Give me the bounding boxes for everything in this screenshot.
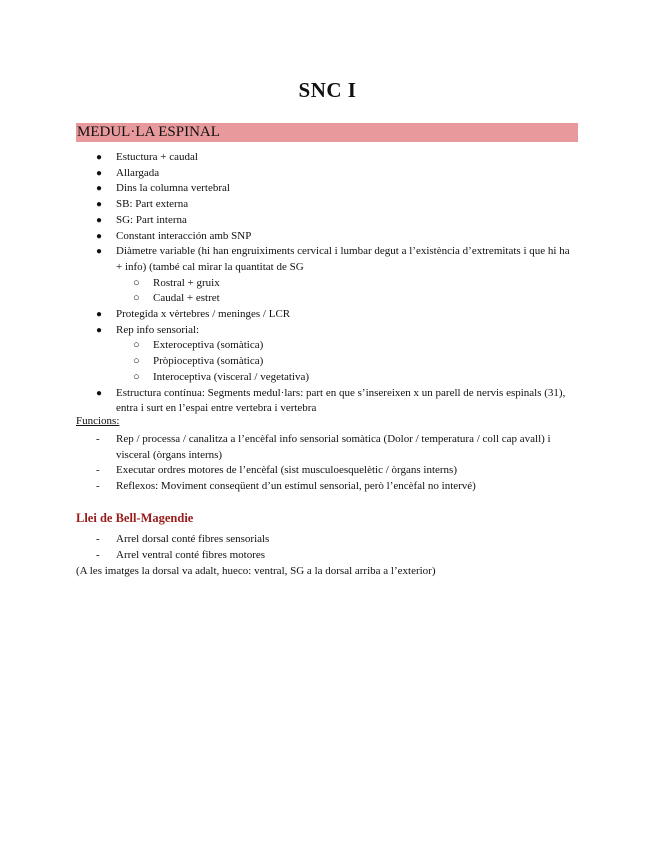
list-marker: - bbox=[96, 433, 100, 445]
list-marker: ○ bbox=[133, 355, 140, 368]
law-list bbox=[76, 532, 578, 563]
bullet-list bbox=[76, 150, 578, 417]
list-marker: ● bbox=[96, 152, 103, 163]
list-marker: - bbox=[96, 533, 100, 545]
list-item-text: Diàmetre variable (hi han engruiximents cervical i lumbar degut a l’existència d’extremitats i que hi ha + info) (també cal mirar la quantitat de SG bbox=[116, 245, 570, 273]
list-marker: ● bbox=[96, 167, 103, 179]
list-item bbox=[76, 244, 578, 275]
list-marker: ● bbox=[96, 324, 103, 336]
list-marker: ● bbox=[96, 230, 103, 242]
list-item-text: Reflexos: Moviment conseqüent d’un estímul sensorial, però l’encèfal no intervé) bbox=[116, 480, 476, 493]
list-item bbox=[76, 307, 578, 323]
function-item bbox=[76, 479, 578, 495]
law-item bbox=[76, 532, 578, 548]
list-item-text: SG: Part interna bbox=[116, 213, 187, 226]
list-item-text: Rostral + gruix bbox=[153, 276, 220, 289]
page-title: SNC I bbox=[298, 78, 357, 102]
functions-heading: Funcions: bbox=[76, 415, 120, 427]
list-item-text: Protegida x vèrtebres / meninges / LCR bbox=[116, 308, 291, 321]
list-marker: - bbox=[96, 480, 100, 493]
list-marker: ○ bbox=[133, 339, 140, 352]
section-heading-bar bbox=[76, 123, 578, 142]
law-item bbox=[76, 548, 578, 564]
list-item-text: Estructura contínua: Segments medul·lars: part en que s’insereixen x un parell de nervis espinals (31), entra i surt en l’espai entre vertebra i vertebra bbox=[116, 386, 566, 415]
list-item bbox=[76, 197, 578, 213]
list-item-text: Exteroceptiva (somàtica) bbox=[153, 339, 264, 352]
list-item-text: Arrel ventral conté fibres motores bbox=[116, 548, 266, 561]
list-marker: ○ bbox=[133, 370, 140, 383]
sub-list-item bbox=[76, 276, 578, 292]
list-item-text: Caudal + estret bbox=[153, 292, 220, 305]
list-item bbox=[76, 181, 578, 197]
list-item-text: Pròpioceptiva (somàtica) bbox=[153, 355, 264, 368]
sub-list-item bbox=[76, 354, 578, 370]
list-item bbox=[76, 323, 578, 339]
sub-list-item bbox=[76, 370, 578, 386]
list-item bbox=[76, 213, 578, 229]
list-marker: ● bbox=[96, 183, 103, 195]
function-item bbox=[76, 432, 578, 463]
law-heading: Llei de Bell-Magendie bbox=[76, 511, 194, 525]
list-item-text: Executar ordres motores de l’encèfal (sist musculoesquelètic / òrgans interns) bbox=[116, 464, 457, 477]
list-marker: ○ bbox=[133, 292, 140, 305]
list-marker: ○ bbox=[133, 276, 140, 289]
list-item-text: Rep / processa / canalitza a l’encèfal info sensorial somàtica (Dolor / temperatura / coll cap avall) i visceral (òrgans interns) bbox=[116, 433, 551, 461]
section-heading: MEDUL·LA ESPINAL bbox=[77, 124, 220, 140]
list-item-text: Constant interacción amb SNP bbox=[116, 229, 252, 242]
list-marker: - bbox=[96, 464, 100, 477]
list-item bbox=[76, 386, 578, 417]
list-item bbox=[76, 229, 578, 245]
sub-list-item bbox=[76, 291, 578, 307]
list-item-text: SB: Part externa bbox=[116, 198, 189, 211]
list-marker: ● bbox=[96, 199, 103, 211]
law-note: (A les imatges la dorsal va adalt, hueco: ventral, SG a la dorsal arriba a l’exterior) bbox=[76, 565, 436, 577]
function-item bbox=[76, 463, 578, 479]
list-item-text: Dins la columna vertebral bbox=[116, 182, 230, 195]
list-marker: ● bbox=[96, 309, 103, 321]
list-marker: ● bbox=[96, 214, 103, 226]
list-item-text: Arrel dorsal conté fibres sensorials bbox=[116, 533, 270, 545]
list-marker: - bbox=[96, 548, 100, 561]
list-marker: ● bbox=[96, 387, 103, 399]
list-marker: ● bbox=[96, 246, 103, 258]
list-item-text: Rep info sensorial: bbox=[116, 323, 200, 336]
sub-list-item bbox=[76, 338, 578, 354]
list-item-text: Allargada bbox=[116, 166, 160, 179]
list-item bbox=[76, 150, 578, 166]
list-item bbox=[76, 166, 578, 182]
list-item-text: Interoceptiva (visceral / vegetativa) bbox=[153, 370, 310, 383]
functions-list bbox=[76, 432, 578, 495]
list-item-text: Estuctura + caudal bbox=[116, 151, 198, 163]
